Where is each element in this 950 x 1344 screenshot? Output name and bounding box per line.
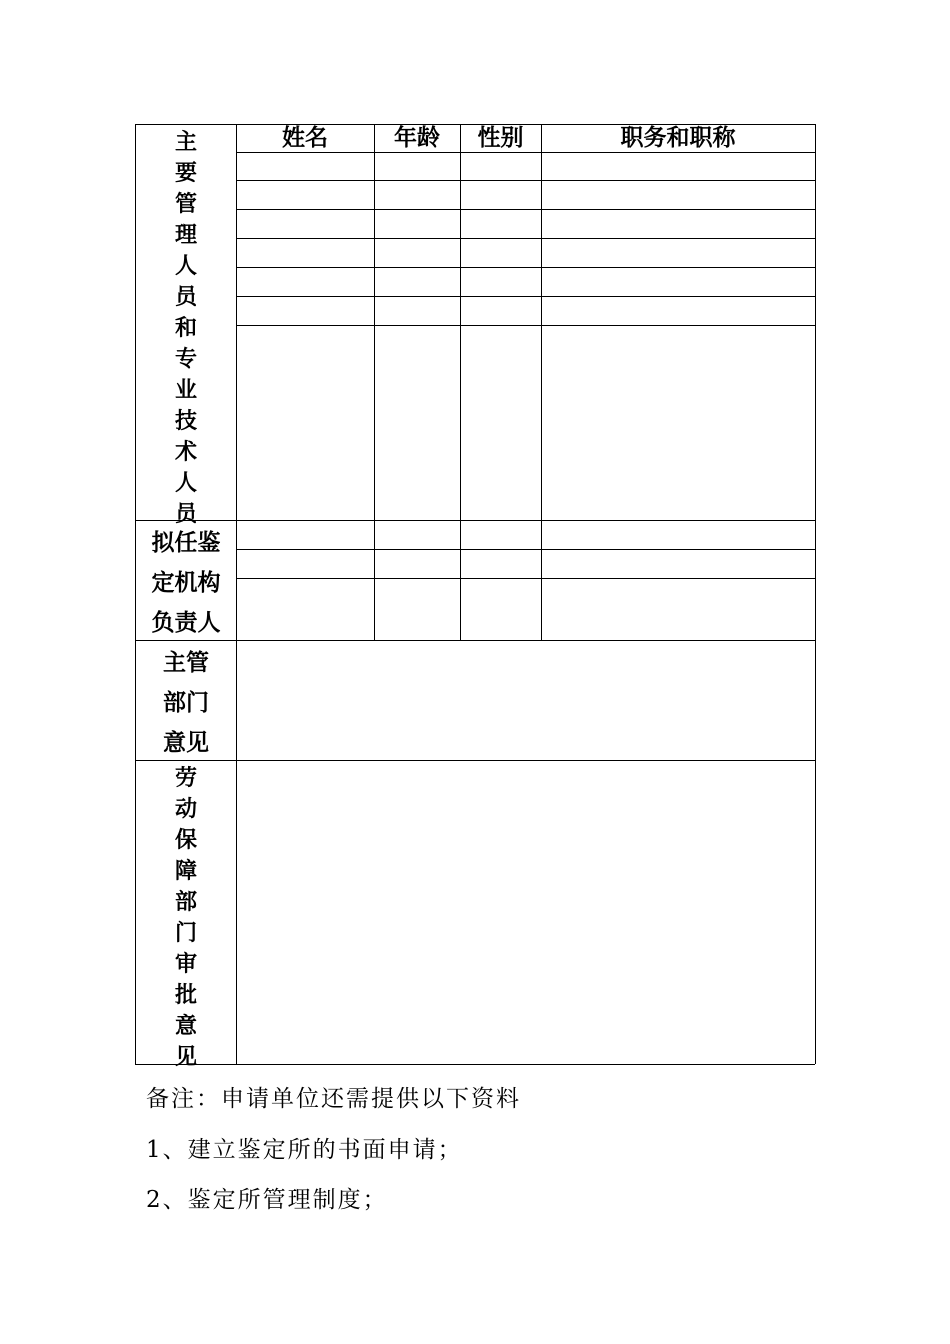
label-char: 术 <box>174 440 197 465</box>
notes-item-1: 1、建立鉴定所的书面申请； <box>146 1137 463 1163</box>
label-char: 要 <box>174 161 197 186</box>
label-line: 负责人 <box>151 609 221 636</box>
label-char: 批 <box>174 983 197 1008</box>
notes-title: 备注：申请单位还需提供以下资料 <box>146 1086 521 1112</box>
director-section-label <box>136 520 236 640</box>
header-gender: 性别 <box>477 125 524 151</box>
label-char: 管 <box>174 192 197 217</box>
label-char: 人 <box>174 471 197 496</box>
label-char: 主 <box>174 130 197 155</box>
label-line: 拟任鉴 <box>151 529 221 556</box>
label-char: 障 <box>174 859 197 884</box>
header-age: 年龄 <box>394 125 440 151</box>
header-position-title: 职务和职称 <box>620 125 736 151</box>
labor-approval-label <box>136 760 236 1070</box>
label-char: 员 <box>174 285 197 310</box>
label-line: 主管 <box>163 649 209 676</box>
notes-item-2: 2、鉴定所管理制度； <box>146 1187 388 1213</box>
label-char: 见 <box>174 1045 197 1070</box>
label-line: 意见 <box>163 729 209 756</box>
label-char: 保 <box>174 828 197 853</box>
label-line: 定机构 <box>151 569 221 596</box>
label-char: 劳 <box>174 766 197 791</box>
label-char: 动 <box>174 797 197 822</box>
label-char: 门 <box>174 921 197 946</box>
label-char: 技 <box>174 409 197 434</box>
label-char: 员 <box>174 502 197 527</box>
label-char: 和 <box>174 316 197 341</box>
header-name: 姓名 <box>282 125 328 151</box>
label-char: 意 <box>174 1014 197 1039</box>
label-line: 部门 <box>163 689 209 716</box>
label-char: 专 <box>174 347 197 372</box>
label-char: 部 <box>174 890 197 915</box>
label-char: 审 <box>174 952 197 977</box>
dept-opinion-label <box>136 640 236 760</box>
staff-section-label <box>136 124 236 527</box>
label-char: 理 <box>174 223 197 248</box>
label-char: 业 <box>174 378 197 403</box>
label-char: 人 <box>174 254 197 279</box>
